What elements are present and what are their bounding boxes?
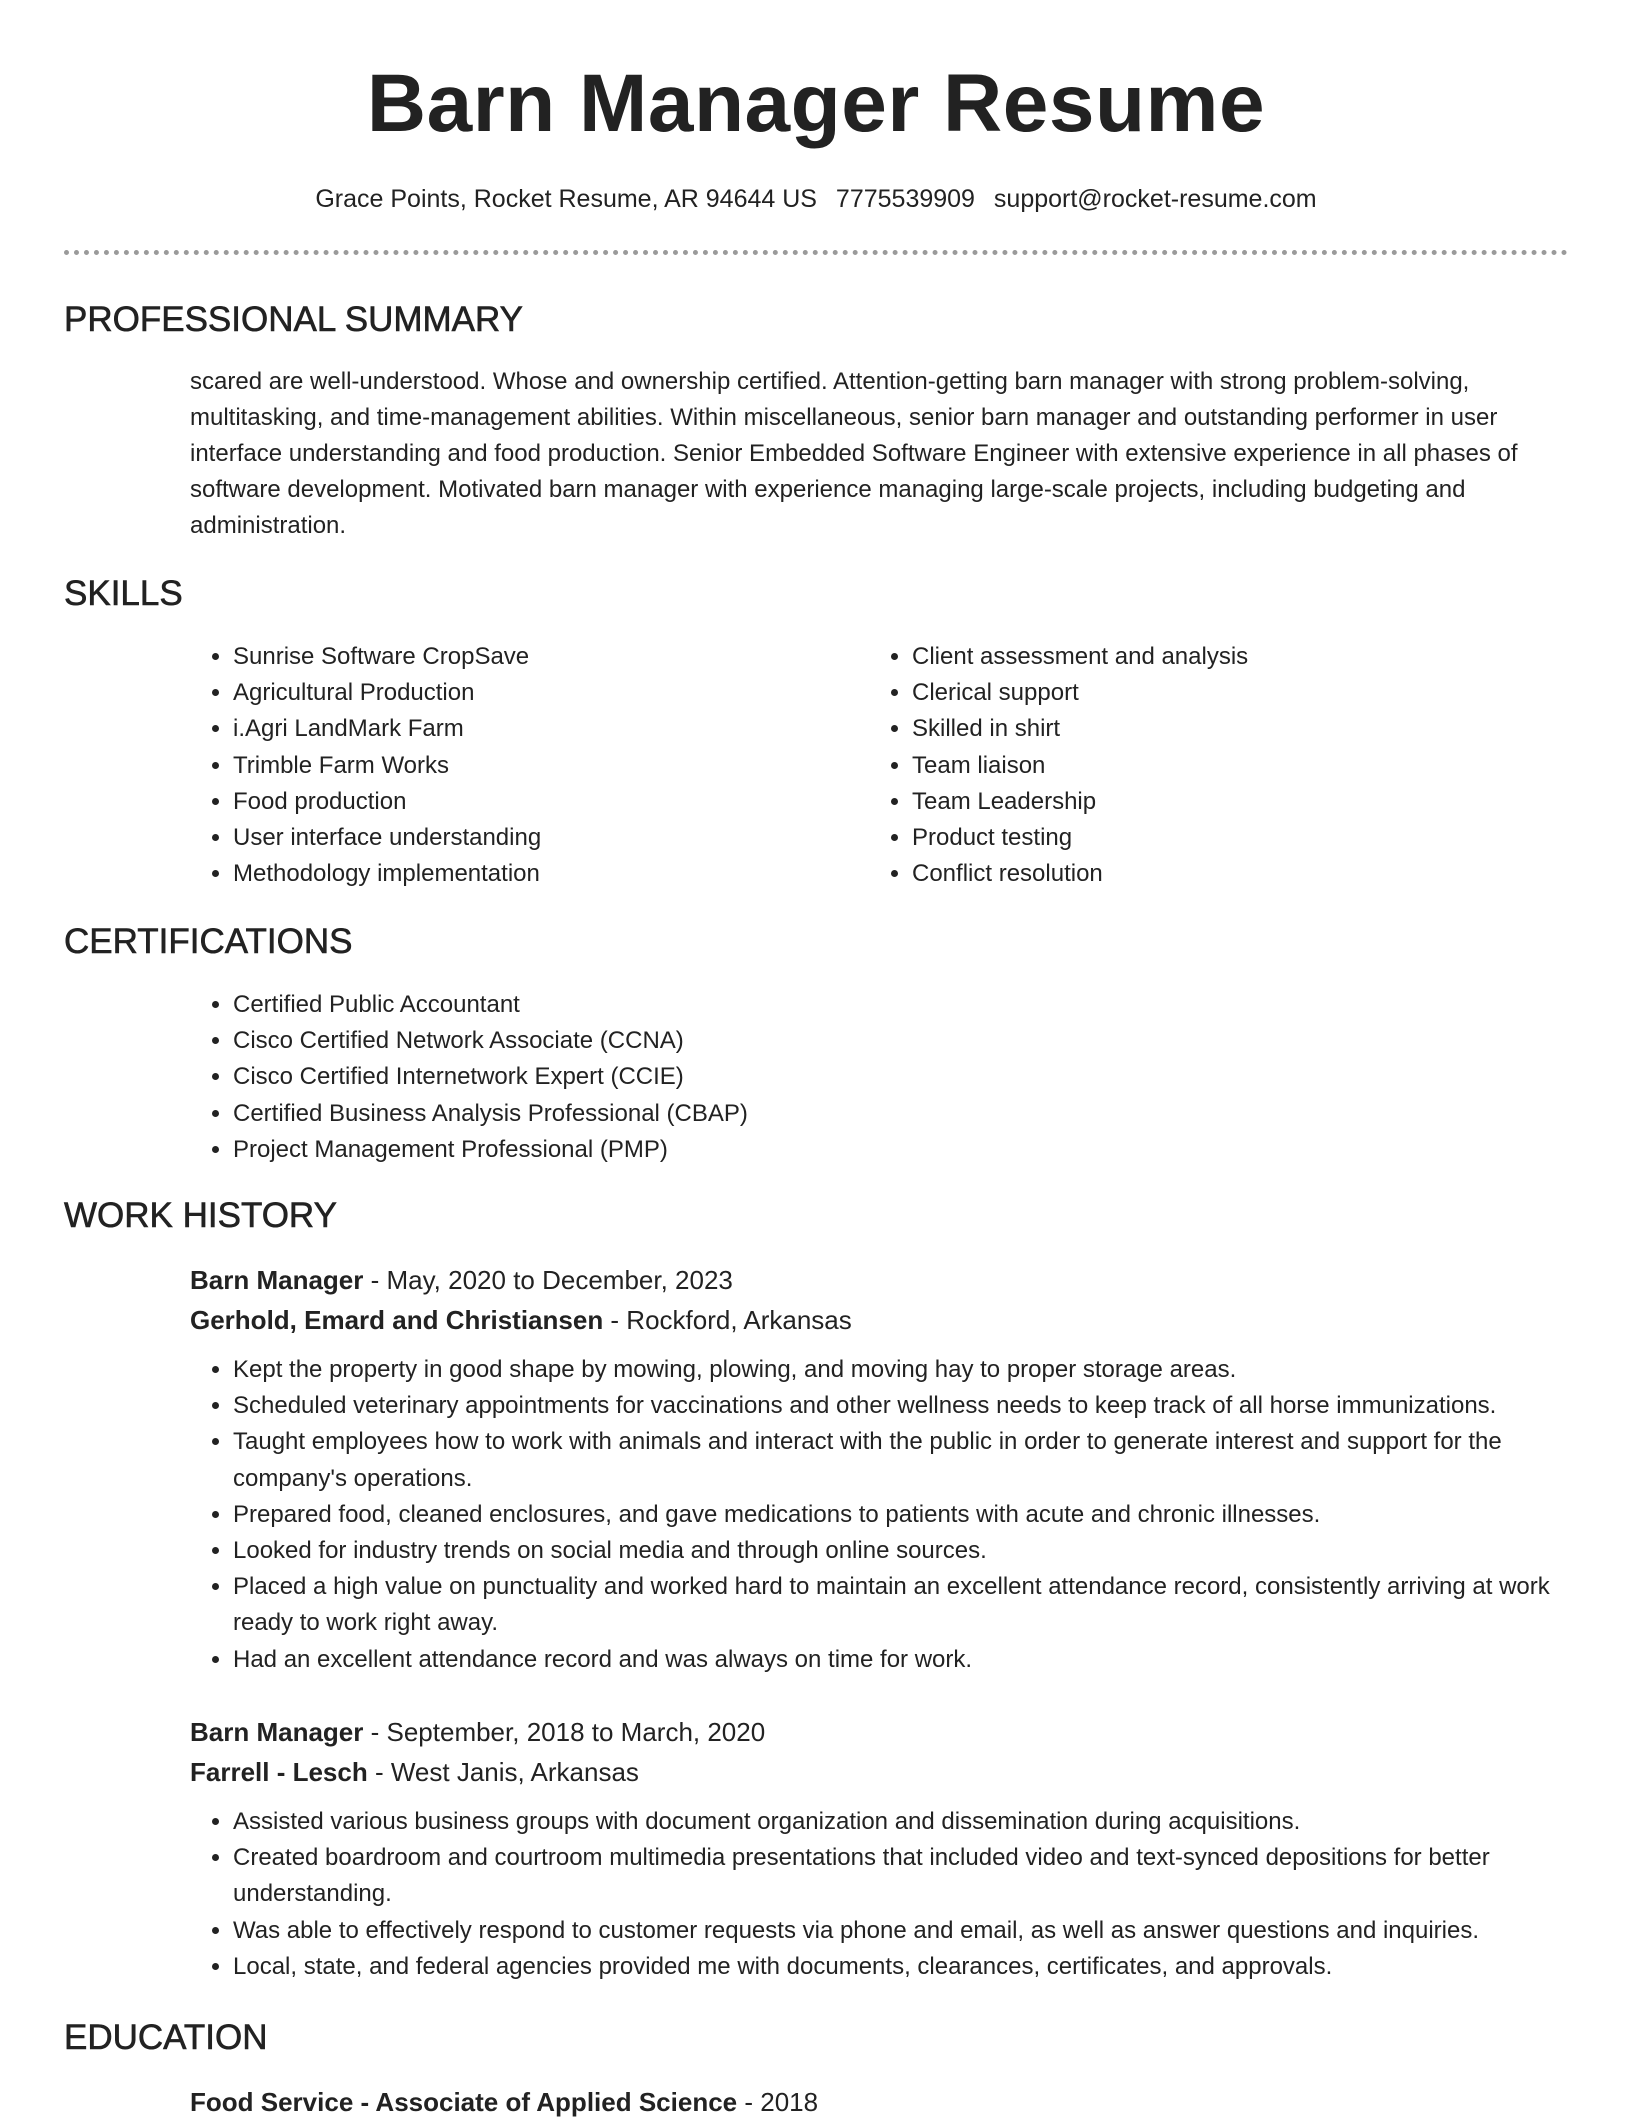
skills-heading: SKILLS [64, 574, 183, 613]
job-bullet: • Taught employees how to work with animals and interact with the public in order to generate interest and support for the company's operations. [233, 1424, 1580, 1496]
education-degree: Food Service - Associate of Applied Science [190, 2087, 738, 2117]
certification-item: • Cisco Certified Network Associate (CCNA) [233, 1023, 1090, 1059]
job-title: Barn Manager [190, 1717, 364, 1747]
contact-address: Grace Points, Rocket Resume, AR 94644 US [315, 185, 817, 213]
skill-item: • Methodology implementation [233, 856, 830, 892]
education-heading: EDUCATION [64, 2018, 268, 2057]
education-entry [190, 2082, 818, 2122]
certification-item: • Cisco Certified Internetwork Expert (CCIE) [233, 1059, 1090, 1095]
skill-item: • i.Agri LandMark Farm [233, 711, 830, 747]
skill-item: • Team liaison [912, 748, 1549, 784]
skill-item: • Product testing [912, 820, 1549, 856]
skill-item: • Client assessment and analysis [912, 639, 1549, 675]
skill-item: • Food production [233, 784, 830, 820]
skills-list-right [869, 639, 1549, 892]
job-entry [190, 1260, 1580, 1678]
job-bullets [190, 1804, 1580, 1985]
job-bullet: • Placed a high value on punctuality and worked hard to maintain an excellent attendance record, consistently arriving at work ready to work right away. [233, 1569, 1580, 1641]
summary-text: scared are well-understood. Whose and ownership certified. Attention-getting barn manager with strong problem-solving, multitasking, and time-management abilities. Within miscellaneous, senior barn manager and outstanding performer in user interface understanding and food production. Senior Embedded Software Engineer with extensive experience in all phases of software development. Motivated barn manager with experience managing large-scale projects, including budgeting and administration. [190, 368, 1518, 539]
job-company-line [190, 1300, 1580, 1340]
contact-phone: 7775539909 [835, 185, 975, 213]
certification-item: • Certified Business Analysis Professional (CBAP) [233, 1096, 1090, 1132]
job-bullet: • Had an excellent attendance record and was always on time for work. [233, 1642, 1580, 1678]
job-bullet: • Assisted various business groups with document organization and dissemination during acquisitions. [233, 1804, 1580, 1840]
skill-item: • Clerical support [912, 675, 1549, 711]
job-location: - Rockford, Arkansas [603, 1305, 852, 1335]
certification-item: • Project Management Professional (PMP) [233, 1132, 1090, 1168]
job-title-line [190, 1712, 1580, 1752]
job-bullet: • Created boardroom and courtroom multimedia presentations that included video and text-synced depositions for better understanding. [233, 1840, 1580, 1912]
contact-email: support@rocket-resume.com [993, 185, 1317, 213]
job-bullet: • Prepared food, cleaned enclosures, and gave medications to patients with acute and chronic illnesses. [233, 1497, 1580, 1533]
job-title-line [190, 1260, 1580, 1300]
job-bullet: • Was able to effectively respond to customer requests via phone and email, as well as answer questions and inquiries. [233, 1913, 1580, 1949]
job-company: Gerhold, Emard and Christiansen [190, 1305, 604, 1335]
certifications-heading: CERTIFICATIONS [64, 922, 353, 961]
header-divider [64, 250, 1568, 255]
job-company-line [190, 1752, 1580, 1792]
job-bullet: • Scheduled veterinary appointments for vaccinations and other wellness needs to keep track of all horse immunizations. [233, 1388, 1580, 1424]
skill-item: • Conflict resolution [912, 856, 1549, 892]
skill-item: • Team Leadership [912, 784, 1549, 820]
job-location: - West Janis, Arkansas [367, 1757, 639, 1787]
summary-heading: PROFESSIONAL SUMMARY [64, 300, 523, 339]
certifications-list [190, 987, 1090, 1168]
job-title: Barn Manager [190, 1265, 364, 1295]
contact-line [0, 182, 1632, 216]
job-company: Farrell - Lesch [190, 1757, 368, 1787]
skill-item: • User interface understanding [233, 820, 830, 856]
certification-item: • Certified Public Accountant [233, 987, 1090, 1023]
skill-item: • Agricultural Production [233, 675, 830, 711]
skill-item: • Trimble Farm Works [233, 748, 830, 784]
skill-item: • Sunrise Software CropSave [233, 639, 830, 675]
job-entry [190, 1712, 1580, 1985]
job-bullets [190, 1352, 1580, 1678]
job-dates: - September, 2018 to March, 2020 [363, 1717, 766, 1747]
job-bullet: • Looked for industry trends on social media and through online sources. [233, 1533, 1580, 1569]
job-bullet: • Kept the property in good shape by mowing, plowing, and moving hay to proper storage areas. [233, 1352, 1580, 1388]
job-dates: - May, 2020 to December, 2023 [363, 1265, 733, 1295]
skills-list-left [190, 639, 830, 892]
skill-item: • Skilled in shirt [912, 711, 1549, 747]
job-bullet: • Local, state, and federal agencies provided me with documents, clearances, certificates, and approvals. [233, 1949, 1580, 1985]
page-title: Barn Manager Resume [366, 58, 1266, 149]
work-history-heading: WORK HISTORY [64, 1196, 337, 1235]
education-year: - 2018 [737, 2087, 819, 2117]
